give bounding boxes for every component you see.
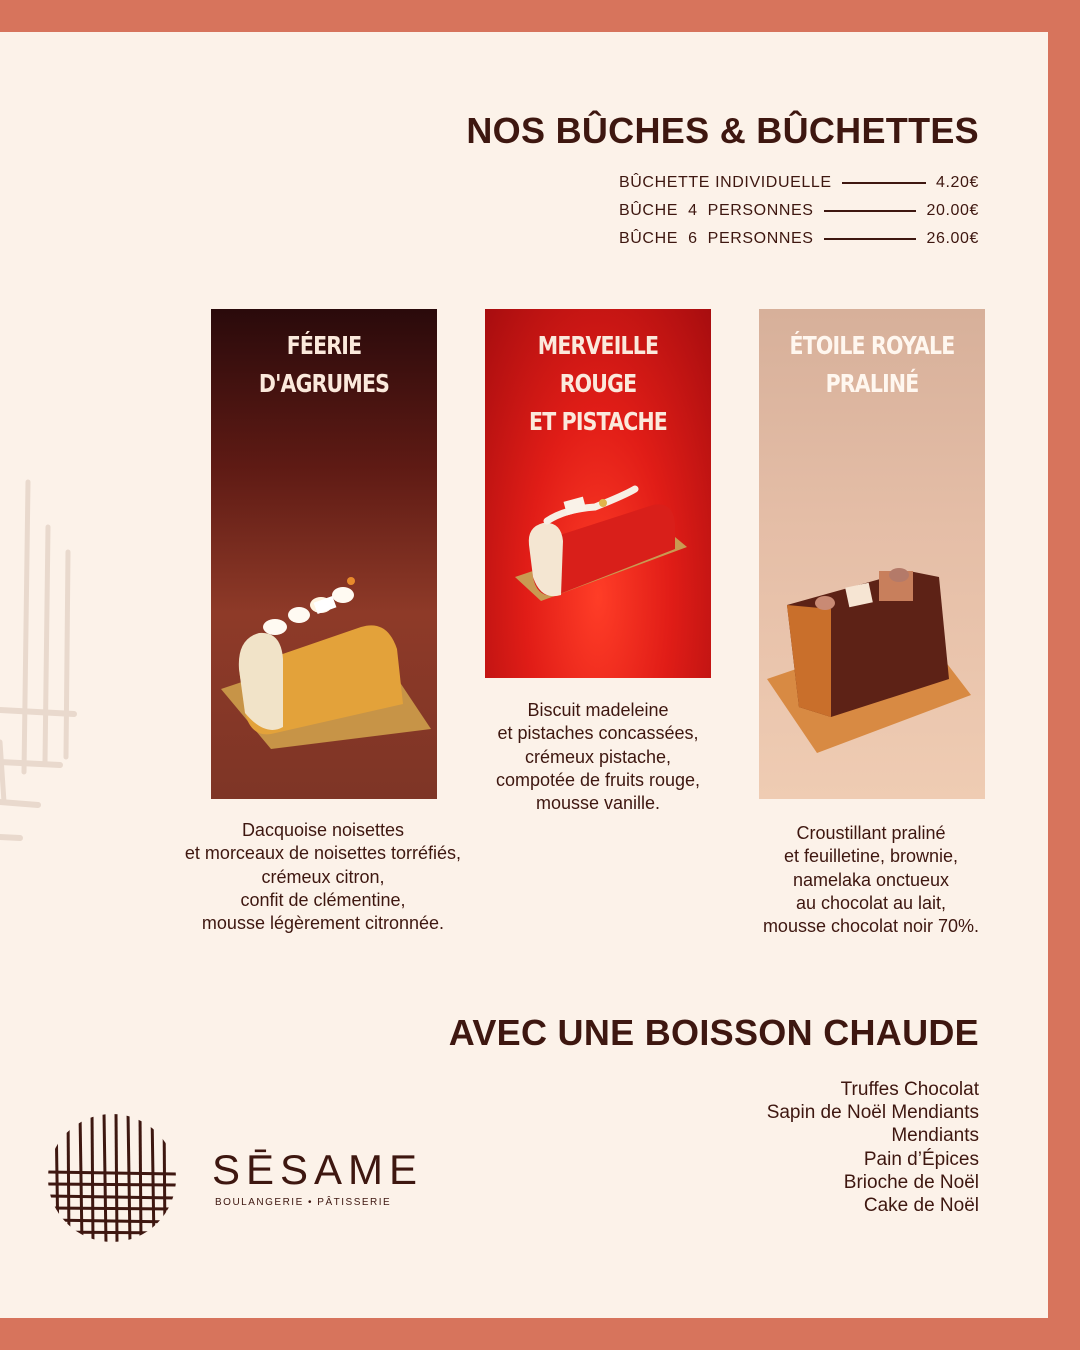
price-value: 26.00€	[926, 230, 979, 247]
decorative-woven-lines-icon	[0, 472, 90, 902]
price-label: BÛCHETTE INDIVIDUELLE	[619, 174, 832, 191]
price-label: BÛCHE 4 PERSONNES	[619, 202, 814, 219]
list-item: Cake de Noël	[863, 1195, 979, 1217]
cake-card-merveille	[485, 309, 711, 678]
brand-tagline: BOULANGERIE • PÂTISSERIE	[215, 1197, 392, 1208]
woven-circle-logo-icon	[46, 1112, 178, 1244]
cake-card-feerie	[211, 309, 437, 799]
section-title-buches: NOS BÛCHES & BÛCHETTES	[466, 110, 979, 151]
price-dash	[824, 210, 917, 212]
menu-sheet	[0, 32, 1048, 1318]
price-row	[619, 197, 979, 225]
cake-title: ÉTOILE ROYALE PRALINÉ	[789, 331, 955, 398]
cake-description-merveille: Biscuit madeleine et pistaches concassées, crémeux pistache, compotée de fruits rouge, mousse vanille.	[495, 700, 701, 814]
list-item: Pain d’Épices	[863, 1148, 979, 1170]
price-dash	[824, 238, 917, 240]
list-item: Truffes Chocolat	[840, 1079, 979, 1100]
price-value: 4.20€	[935, 174, 979, 191]
price-row	[619, 169, 979, 197]
price-row	[619, 225, 979, 253]
price-value: 20.00€	[926, 202, 979, 219]
list-item: Brioche de Noël	[843, 1171, 979, 1193]
drinks-list	[767, 1078, 979, 1217]
price-label: BÛCHE 6 PERSONNES	[619, 230, 814, 247]
price-dash	[842, 182, 926, 184]
cake-title: MERVEILLE ROUGE ET PISTACHE	[529, 331, 667, 436]
brand-name: SĒSAME	[212, 1146, 424, 1193]
section-title-boisson: AVEC UNE BOISSON CHAUDE	[448, 1012, 979, 1053]
list-item: Sapin de Noël Mendiants	[766, 1102, 979, 1124]
cake-card-etoile	[759, 309, 985, 799]
cake-title: FÉERIE D'AGRUMES	[258, 331, 390, 398]
price-list	[619, 169, 979, 253]
cake-description-etoile: Croustillant praliné et feuilletine, brownie, namelaka onctueux au chocolat au lait, mousse chocolat noir 70%.	[762, 823, 980, 937]
list-item: Mendiants	[891, 1125, 979, 1147]
cake-description-feerie: Dacquoise noisettes et morceaux de noisettes torréfiés, crémeux citron, confit de clémentine, mousse légèrement citronnée.	[184, 820, 462, 934]
